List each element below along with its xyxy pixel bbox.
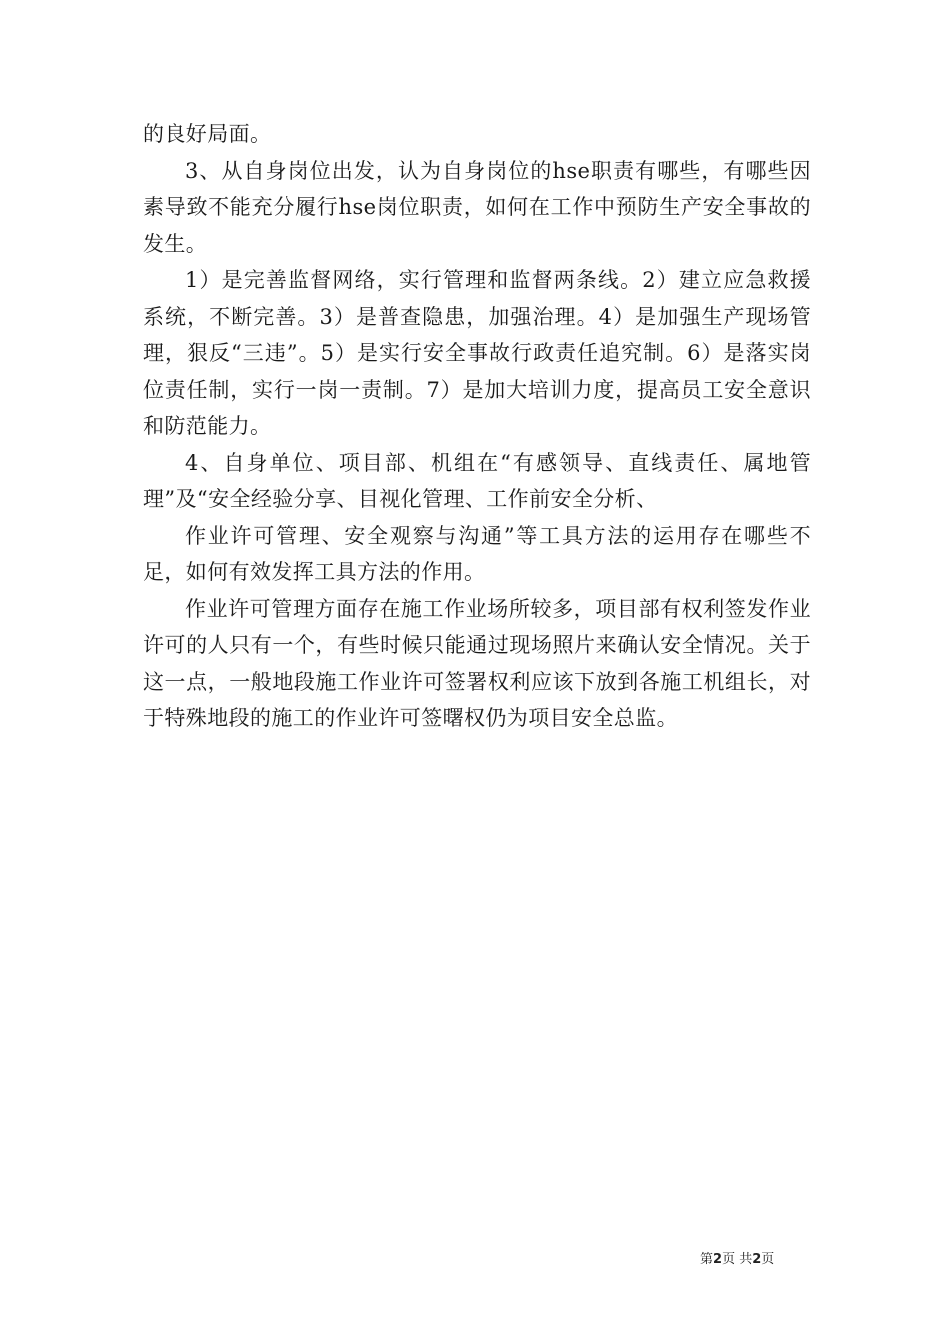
paragraph-question-3: 3、从自身岗位出发，认为自身岗位的hse职责有哪些，有哪些因素导致不能充分履行hse岗位职责，如何在工作中预防生产安全事故的发生。 (143, 158, 811, 256)
paragraph-continuation: 的良好局面。 (143, 122, 272, 146)
document-body (143, 116, 811, 737)
footer-total-pages: 2 (752, 1252, 762, 1267)
footer-suffix: 页 (761, 1252, 775, 1267)
footer-prefix: 第 (700, 1252, 714, 1267)
footer-current-page: 2 (713, 1252, 723, 1267)
paragraph-answer-4: 作业许可管理方面存在施工作业场所较多，项目部有权利签发作业许可的人只有一个，有些时候只能通过现场照片来确认安全情况。关于这一点，一般地段施工作业许可签署权利应该下放到各施工机组长，对于特殊地段的施工的作业许可签曙权仍为项目安全总监。 (143, 596, 811, 730)
page-number-footer (700, 1248, 850, 1267)
footer-middle: 页 共 (722, 1252, 753, 1267)
paragraph-question-4-part-1: 4、自身单位、项目部、机组在“有感领导、直线责任、属地管理”及“安全经验分享、目视化管理、工作前安全分析、 (143, 450, 811, 511)
paragraph-question-4-part-2: 作业许可管理、安全观察与沟通”等工具方法的运用存在哪些不足，如何有效发挥工具方法的作用。 (143, 523, 811, 584)
paragraph-answer-3: 1）是完善监督网络，实行管理和监督两条线。2）建立应急救援系统，不断完善。3）是普查隐患，加强治理。4）是加强生产现场管理，狠反“三违”。5）是实行安全事故行政责任追究制。6）是落实岗位责任制，实行一岗一责制。7）是加大培训力度，提高员工安全意识和防范能力。 (143, 268, 811, 438)
